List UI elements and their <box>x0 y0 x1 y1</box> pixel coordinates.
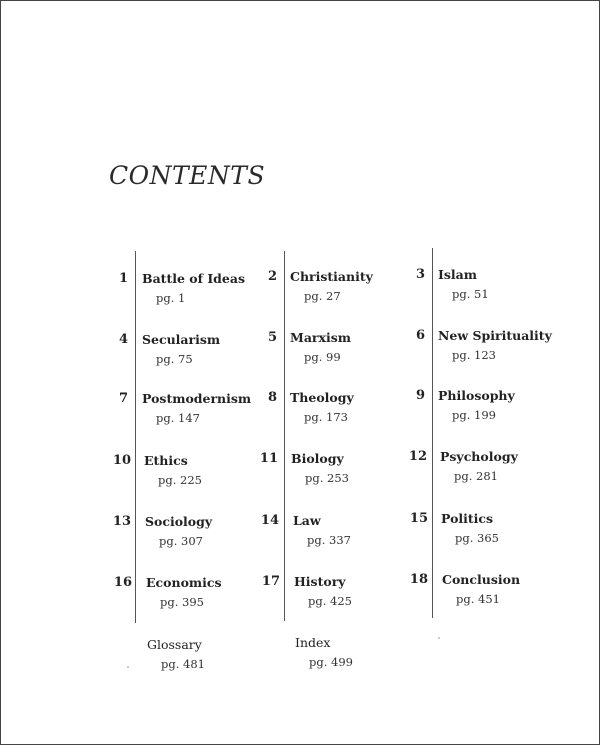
chapter-page: pg. 51 <box>452 287 489 301</box>
chapter-page: pg. 253 <box>305 471 349 485</box>
chapter-title: Philosophy <box>438 388 515 403</box>
chapter-title: Law <box>293 513 321 528</box>
chapter-number: 3 <box>415 267 425 282</box>
back-matter-title: Index <box>295 635 331 650</box>
chapter-page: pg. 147 <box>156 411 200 425</box>
chapter-page: pg. 337 <box>307 533 351 547</box>
chapter-number: 2 <box>267 269 277 284</box>
chapter-title: Economics <box>146 575 222 590</box>
chapter-title: Conclusion <box>442 572 521 587</box>
chapter-title: Postmodernism <box>142 391 252 406</box>
scan-speck <box>127 666 129 668</box>
chapter-page: pg. 281 <box>454 469 498 483</box>
chapter-title: Marxism <box>290 330 351 345</box>
chapter-title: Theology <box>290 390 354 405</box>
chapter-number: 14 <box>260 513 279 528</box>
chapter-title: Christianity <box>290 269 373 284</box>
chapter-number: 9 <box>415 388 425 403</box>
chapter-page: pg. 27 <box>304 289 341 303</box>
back-matter-page: pg. 481 <box>161 657 205 671</box>
column-rule-3 <box>432 248 433 618</box>
chapter-page: pg. 225 <box>158 473 202 487</box>
chapter-number: 8 <box>267 390 277 405</box>
back-matter-page: pg. 499 <box>309 655 353 669</box>
column-rule-1 <box>135 251 136 623</box>
back-matter-title: Glossary <box>147 637 202 652</box>
chapter-page: pg. 1 <box>156 291 186 305</box>
chapter-page: pg. 395 <box>160 595 204 609</box>
chapter-page: pg. 123 <box>452 348 496 362</box>
chapter-title: Ethics <box>144 453 188 468</box>
chapter-number: 13 <box>112 514 131 529</box>
chapter-title: Secularism <box>142 332 221 347</box>
chapter-title: Biology <box>291 451 344 466</box>
chapter-title: Psychology <box>440 449 518 464</box>
page-title: CONTENTS <box>109 161 266 190</box>
chapter-number: 11 <box>259 451 278 466</box>
chapter-page: pg. 75 <box>156 352 193 366</box>
chapter-title: Islam <box>438 267 477 282</box>
chapter-page: pg. 451 <box>456 592 500 606</box>
chapter-number: 17 <box>261 574 280 589</box>
chapter-number: 5 <box>267 330 277 345</box>
chapter-title: New Spirituality <box>438 328 552 343</box>
chapter-page: pg. 365 <box>455 531 499 545</box>
chapter-page: pg. 173 <box>304 410 348 424</box>
chapter-title: Sociology <box>145 514 213 529</box>
chapter-page: pg. 307 <box>159 534 203 548</box>
chapter-number: 18 <box>409 572 428 587</box>
chapter-number: 10 <box>112 453 131 468</box>
chapter-number: 4 <box>118 332 128 347</box>
chapter-number: 1 <box>118 271 128 286</box>
chapter-number: 15 <box>409 511 428 526</box>
chapter-page: pg. 425 <box>308 594 352 608</box>
chapter-number: 7 <box>118 391 128 406</box>
chapter-page: pg. 199 <box>452 408 496 422</box>
chapter-page: pg. 99 <box>304 350 341 364</box>
chapter-title: Politics <box>441 511 494 526</box>
column-rule-2 <box>284 251 285 621</box>
chapter-number: 16 <box>113 575 132 590</box>
chapter-title: Battle of Ideas <box>142 271 246 286</box>
chapter-number: 6 <box>415 328 425 343</box>
chapter-number: 12 <box>408 449 427 464</box>
chapter-title: History <box>294 574 346 589</box>
scan-speck <box>438 637 440 639</box>
